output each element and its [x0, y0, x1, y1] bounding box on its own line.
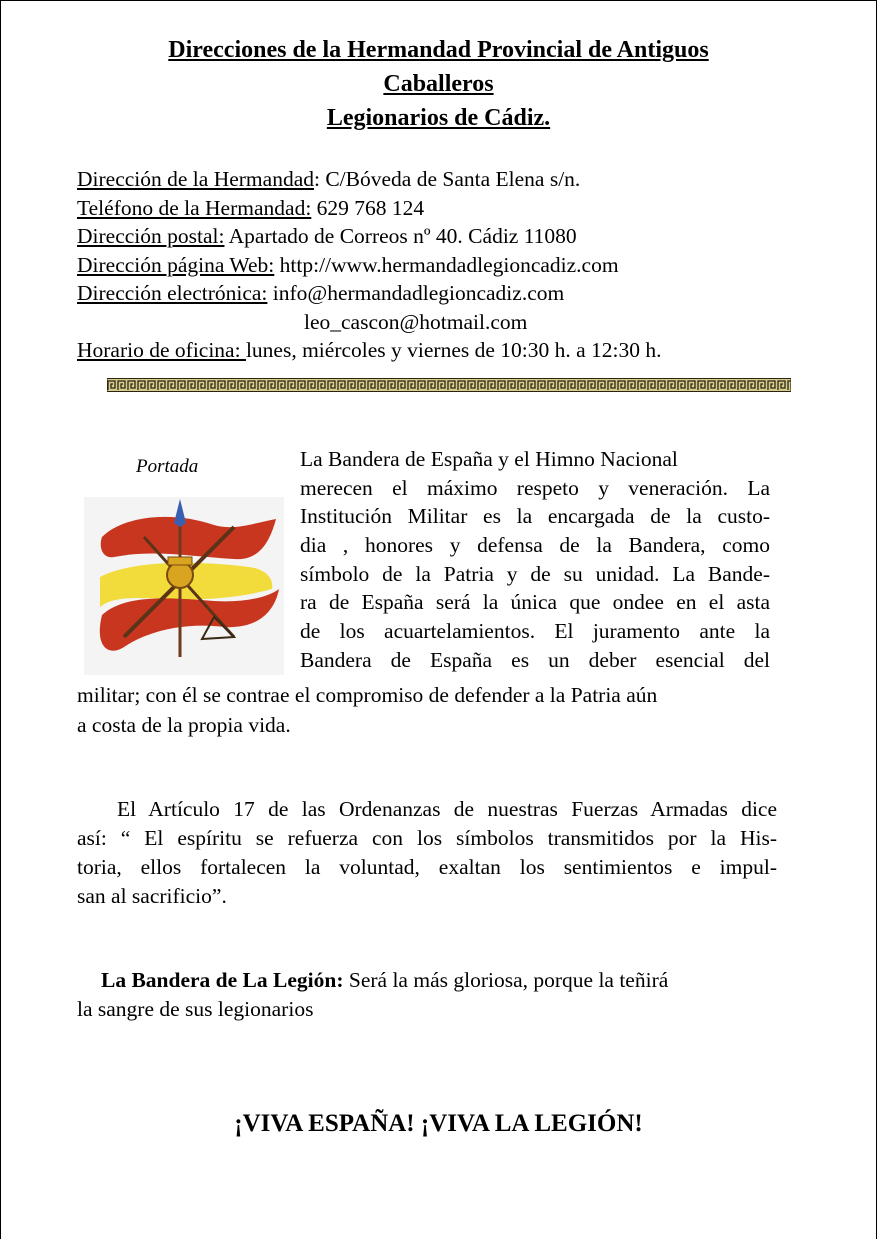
document-title: [0, 33, 877, 135]
paragraph-2-line: toria, ellos fortalecen la voluntad, exaltan los sentimientos e impul-: [77, 855, 777, 879]
email-row: [77, 279, 662, 308]
address-row: [77, 165, 662, 194]
paragraph-1-line: ra de España será la única que ondee en el asta: [300, 590, 770, 615]
phone-value: 629 768 124: [311, 195, 425, 220]
contact-info: [77, 165, 662, 365]
paragraph-3: [77, 966, 777, 1024]
legion-flag-text: Será la más gloriosa, porque la teñirá: [343, 968, 669, 992]
title-line-1: Direcciones de la Hermandad Provincial de Antiguos: [168, 37, 709, 63]
postal-label: Dirección postal:: [77, 224, 225, 248]
paragraph-1-continuation: [77, 680, 777, 740]
address-value: : C/Bóveda de Santa Elena s/n.: [313, 167, 581, 191]
postal-row: [77, 222, 662, 251]
greek-key-divider: [107, 378, 791, 392]
phone-row: [77, 194, 662, 223]
title-line-2: Caballeros: [383, 71, 494, 97]
closing-slogan: ¡VIVA ESPAÑA! ¡VIVA LA LEGIÓN!: [234, 1110, 643, 1137]
paragraph-2-line: san al sacrificio”.: [77, 884, 227, 908]
address-label: Dirección de la Hermandad: [77, 167, 314, 191]
phone-label: Teléfono de la Hermandad:: [77, 195, 312, 220]
paragraph-2-line: El Artículo 17 de las Ordenanzas de nuestras Fuerzas Armadas dice: [77, 797, 777, 821]
paragraph-3-line-2: la sangre de sus legionarios: [77, 997, 314, 1021]
legion-flag-heading: La Bandera de La Legión:: [101, 968, 344, 992]
paragraph-1-line: dia , honores y defensa de la Bandera, como: [300, 533, 770, 558]
hours-row: [77, 336, 662, 365]
web-label: Dirección página Web:: [77, 252, 275, 277]
title-line-3: Legionarios de Cádiz.: [326, 105, 551, 131]
paragraph-1-line: de los acuartelamientos. El juramento ante la: [300, 619, 770, 644]
web-value: http://www.hermandadlegioncadiz.com: [274, 252, 619, 277]
paragraph-1-line: merecen el máximo respeto y veneración. La: [300, 475, 770, 500]
paragraph-1-line: La Bandera de España y el Himno Nacional: [300, 447, 678, 471]
email-value-2: leo_cascon@hotmail.com: [304, 309, 528, 334]
hours-value: lunes, miércoles y viernes de 10:30 h. a 12:30 h.: [245, 338, 662, 362]
hours-label: Horario de oficina:: [77, 338, 246, 362]
paragraph-3-line: [77, 966, 777, 995]
postal-value: Apartado de Correos nº 40. Cádiz 11080: [224, 224, 577, 248]
email-label: Dirección electrónica:: [77, 281, 268, 305]
web-row: [77, 251, 662, 280]
paragraph-1-line: Institución Militar es la encargada de la custo-: [300, 504, 770, 529]
paragraph-1-line: símbolo de la Patria y de su unidad. La Bande-: [300, 561, 770, 586]
paragraph-2-line: así: “ El espíritu se refuerza con los símbolos transmitidos por la His-: [77, 826, 777, 850]
email-row-2: [77, 308, 662, 337]
legion-flag-emblem-image: [84, 497, 284, 675]
paragraph-1: [300, 445, 770, 675]
paragraph-1-line: Bandera de España es un deber esencial del: [300, 647, 770, 672]
paragraph-1-line: a costa de la propia vida.: [77, 713, 291, 737]
paragraph-1-line: militar; con él se contrae el compromiso de defender a la Patria aún: [77, 683, 658, 707]
email-value: info@hermandadlegioncadiz.com: [267, 281, 565, 305]
image-caption: Portada: [136, 456, 199, 477]
paragraph-2: [77, 795, 777, 911]
